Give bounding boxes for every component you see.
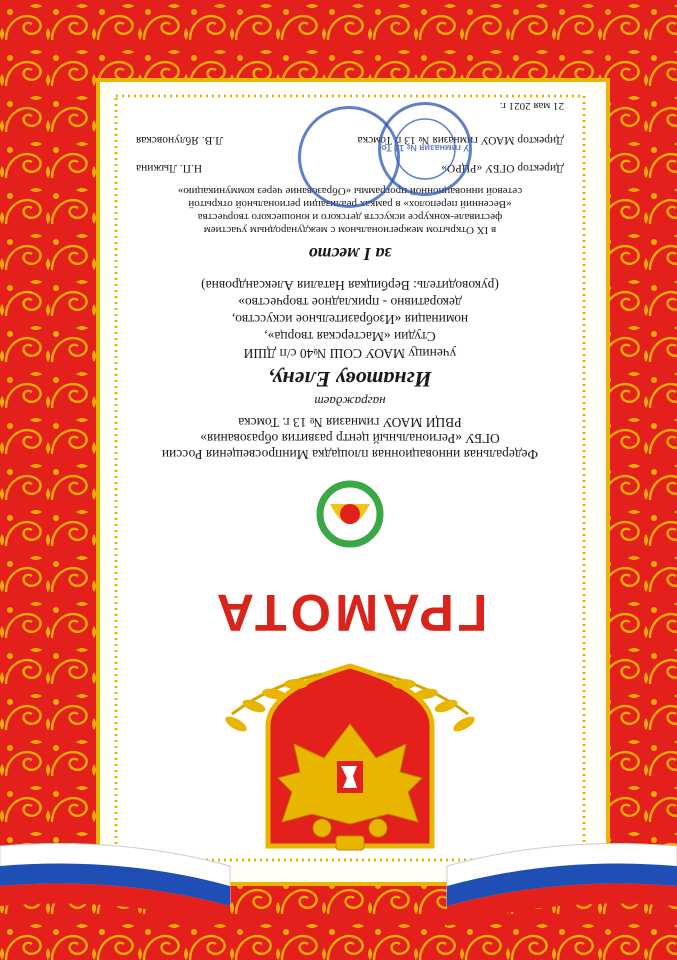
issue-date: 21 мая 2021 г. [499,100,564,112]
certificate-title: ГРАМОТА [212,583,488,641]
round-stamp-icon [298,106,400,208]
rcro-logo [300,464,400,564]
signature-role: Директор ОГБУ «РЦРО» [441,162,564,174]
event-line-3: «Весенний переполох» в рамках реализации региональной открытой [188,198,512,210]
supervisor: (руководитель: Вербицкая Наталия Александровна) [201,278,499,293]
organization-line-3: РВЦИ МАОУ гимназия № 13 г. Томска [238,415,462,430]
recipient-studio: Студии «Мастерская творца», [264,329,436,344]
place-awarded: за I место [308,244,392,264]
event-line-4: сетевой инновационной программы «Образование через коммуникацию» [177,185,523,197]
recipient-school: ученицу МАОУ СОШ №40 с/п ДШИ [243,346,457,361]
signature-name: Л.В. Яблуновская [136,134,223,146]
certificate-content [112,92,588,864]
recipient-details [136,277,564,362]
signature-name: Н.П. Лыжина [136,162,203,174]
flag-ribbon-icon [0,816,677,936]
award-verb: награждает [314,394,386,409]
nomination-line-2: декоративно - прикладное творчество» [238,295,462,310]
event-line-1: в IX Открытом межрегиональном с международным участием [203,224,497,236]
event-line-2: фестивале-конкурсе искусств детского и юношеского творчества [197,211,503,223]
rcro-logo-icon [300,464,400,564]
stamp-text: У гимназия № 13 То [381,143,469,153]
organization-line-1: Федеральная инновационная площадка Минпросвещения России [161,447,539,462]
organization-block [136,414,564,462]
nomination-line-1: номинация «Изобразительное искусство, [231,312,469,327]
signature-role: Директор МАОУ гимназия № 13 г. Томска [357,134,564,146]
tricolor-ribbon [0,816,677,936]
recipient-name: Игнатову Елену, [268,367,432,392]
organization-line-2: ОГБУ «Региональный центр развития образования» [200,431,500,446]
